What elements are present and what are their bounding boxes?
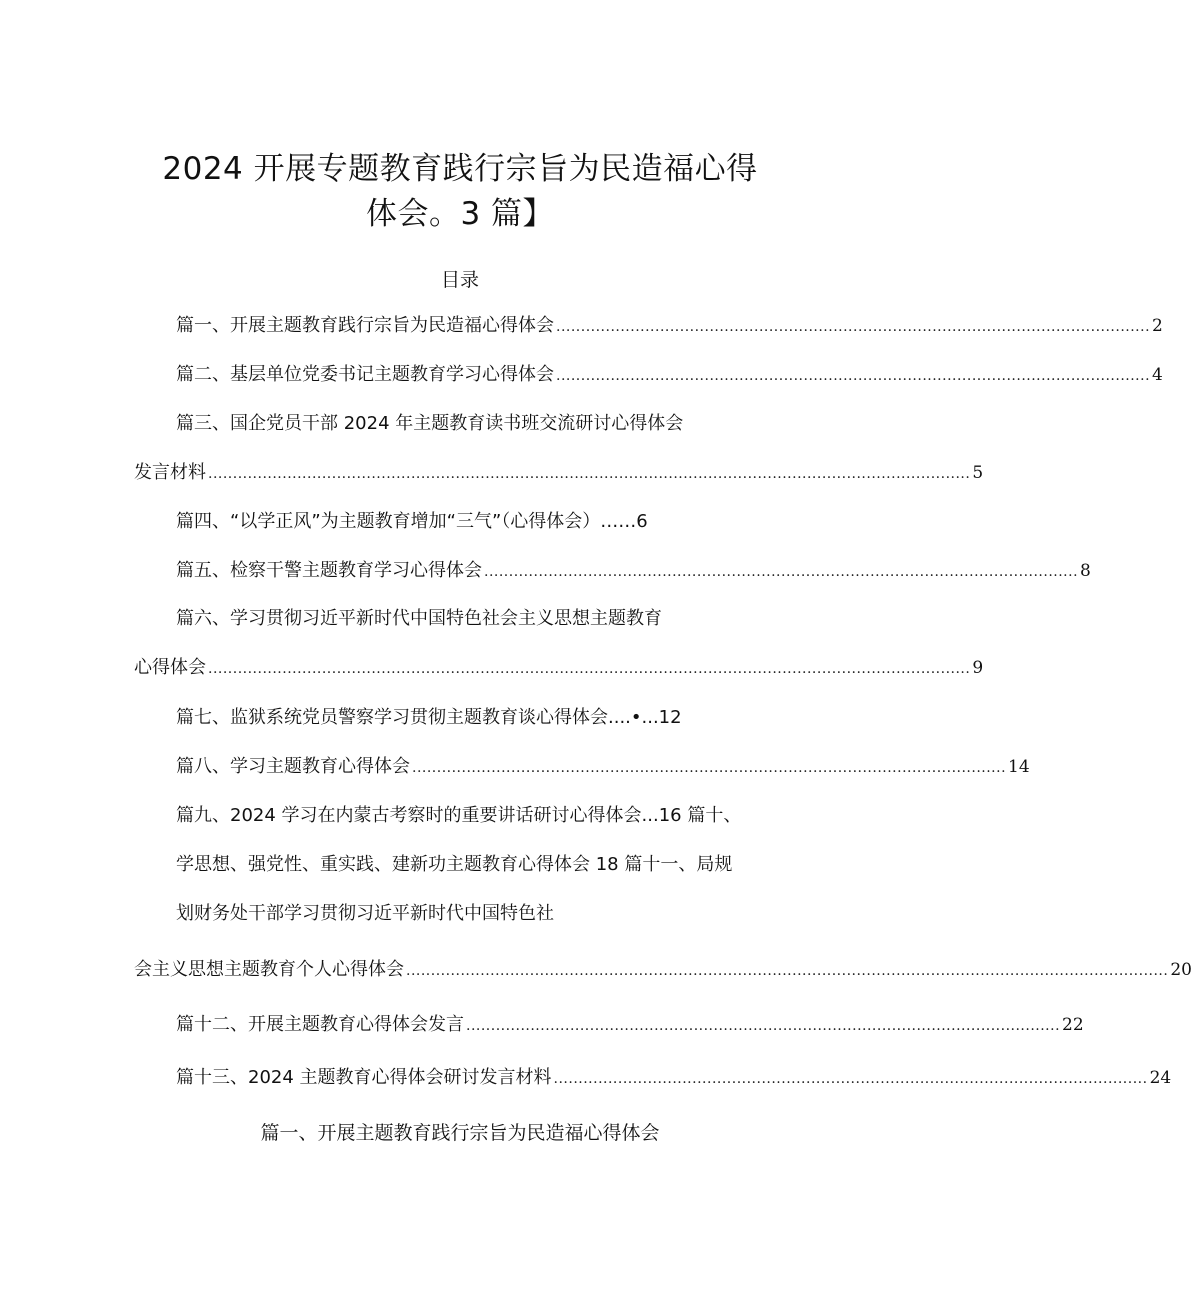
toc-entry-text: 篇六、学习贯彻习近平新时代中国特色社会主义思想主题教育 bbox=[176, 608, 662, 629]
toc-entry-text: 篇七、监狱系统党员警察学习贯彻主题教育谈心得体会....•...12 bbox=[176, 707, 682, 728]
toc-entry[interactable] bbox=[176, 705, 682, 731]
toc-entry-text: 篇一、开展主题教育践行宗旨为民造福心得体会 bbox=[176, 315, 554, 336]
toc-entry-text: 篇三、国企党员干部 2024 年主题教育读书班交流研讨心得体会 bbox=[176, 413, 684, 434]
toc-leader-dots: ........................................................................................................................ bbox=[466, 1018, 1061, 1034]
document-title-line-1: 2024 开展专题教育践行宗旨为民造福心得 bbox=[162, 151, 758, 187]
toc-entry-text: 篇二、基层单位党委书记主题教育学习心得体会 bbox=[176, 364, 554, 385]
toc-page-number: 5 bbox=[972, 463, 984, 483]
toc-leader-dots: .......................................................................................................................................................... bbox=[406, 963, 1169, 979]
toc-leader-dots: ........................................................................................................................ bbox=[412, 760, 1007, 776]
toc-leader-dots: ........................................................................................................................ bbox=[553, 1071, 1148, 1087]
toc-page-number: 8 bbox=[1080, 561, 1091, 581]
toc-leader-dots: ........................................................................................................................ bbox=[556, 368, 1151, 384]
toc-entry[interactable] bbox=[176, 313, 1163, 339]
toc-page-number: 20 bbox=[1170, 960, 1192, 980]
toc-leader-dots: .......................................................................................................................................................... bbox=[208, 466, 971, 482]
toc-page-number: 2 bbox=[1152, 316, 1163, 336]
toc-entry-continuation[interactable] bbox=[176, 852, 732, 878]
toc-page-number: 4 bbox=[1152, 365, 1163, 385]
toc-entry-text: 会主义思想主题教育个人心得体会 bbox=[134, 959, 404, 980]
toc-entry-continuation[interactable] bbox=[176, 901, 554, 927]
toc-entry-text: 篇八、学习主题教育心得体会 bbox=[176, 756, 410, 777]
section-heading: 篇一、开展主题教育践行宗旨为民造福心得体会 bbox=[260, 1122, 660, 1144]
toc-heading: 目录 bbox=[440, 269, 479, 291]
toc-page-number: 14 bbox=[1008, 757, 1030, 777]
toc-entry[interactable] bbox=[176, 754, 1030, 780]
toc-page-number: 9 bbox=[972, 658, 984, 678]
toc-leader-dots: .......................................................................................................................................................... bbox=[208, 661, 971, 677]
toc-entry[interactable] bbox=[176, 606, 662, 632]
toc-entry[interactable] bbox=[176, 558, 1091, 584]
toc-entry[interactable] bbox=[176, 362, 1163, 388]
toc-entry[interactable] bbox=[176, 803, 741, 829]
toc-entry-text: 篇十三、2024 主题教育心得体会研讨发言材料 bbox=[176, 1067, 552, 1088]
toc-entry-text: 篇四、“以学正风”为主题教育增加“三气”（心得体会）……6 bbox=[176, 511, 648, 532]
toc-entry-continuation[interactable] bbox=[134, 655, 984, 681]
document-title-line-2: 体会。3 篇】 bbox=[365, 196, 555, 232]
toc-entry[interactable] bbox=[176, 509, 648, 535]
toc-entry[interactable] bbox=[176, 1012, 1084, 1038]
toc-entry-continuation[interactable] bbox=[134, 957, 1192, 983]
toc-entry-text: 心得体会 bbox=[134, 657, 206, 678]
toc-entry[interactable] bbox=[176, 1065, 1172, 1091]
toc-entry-text: 划财务处干部学习贯彻习近平新时代中国特色社 bbox=[176, 903, 554, 924]
toc-entry-continuation[interactable] bbox=[134, 460, 984, 486]
toc-entry-text: 篇五、检察干警主题教育学习心得体会 bbox=[176, 560, 482, 581]
toc-page-number: 22 bbox=[1062, 1015, 1084, 1035]
toc-leader-dots: ........................................................................................................................ bbox=[484, 564, 1079, 580]
toc-entry-text: 发言材料 bbox=[134, 462, 206, 483]
toc-entry[interactable] bbox=[176, 411, 683, 437]
toc-entry-text: 篇九、2024 学习在内蒙古考察时的重要讲话研讨心得体会...16 篇十、 bbox=[176, 805, 742, 826]
toc-leader-dots: ........................................................................................................................ bbox=[556, 319, 1151, 335]
toc-page-number: 24 bbox=[1149, 1068, 1172, 1088]
toc-entry-text: 学思想、强党性、重实践、建新功主题教育心得体会 18 篇十一、局规 bbox=[176, 854, 733, 875]
toc-entry-text: 篇十二、开展主题教育心得体会发言 bbox=[176, 1014, 464, 1035]
